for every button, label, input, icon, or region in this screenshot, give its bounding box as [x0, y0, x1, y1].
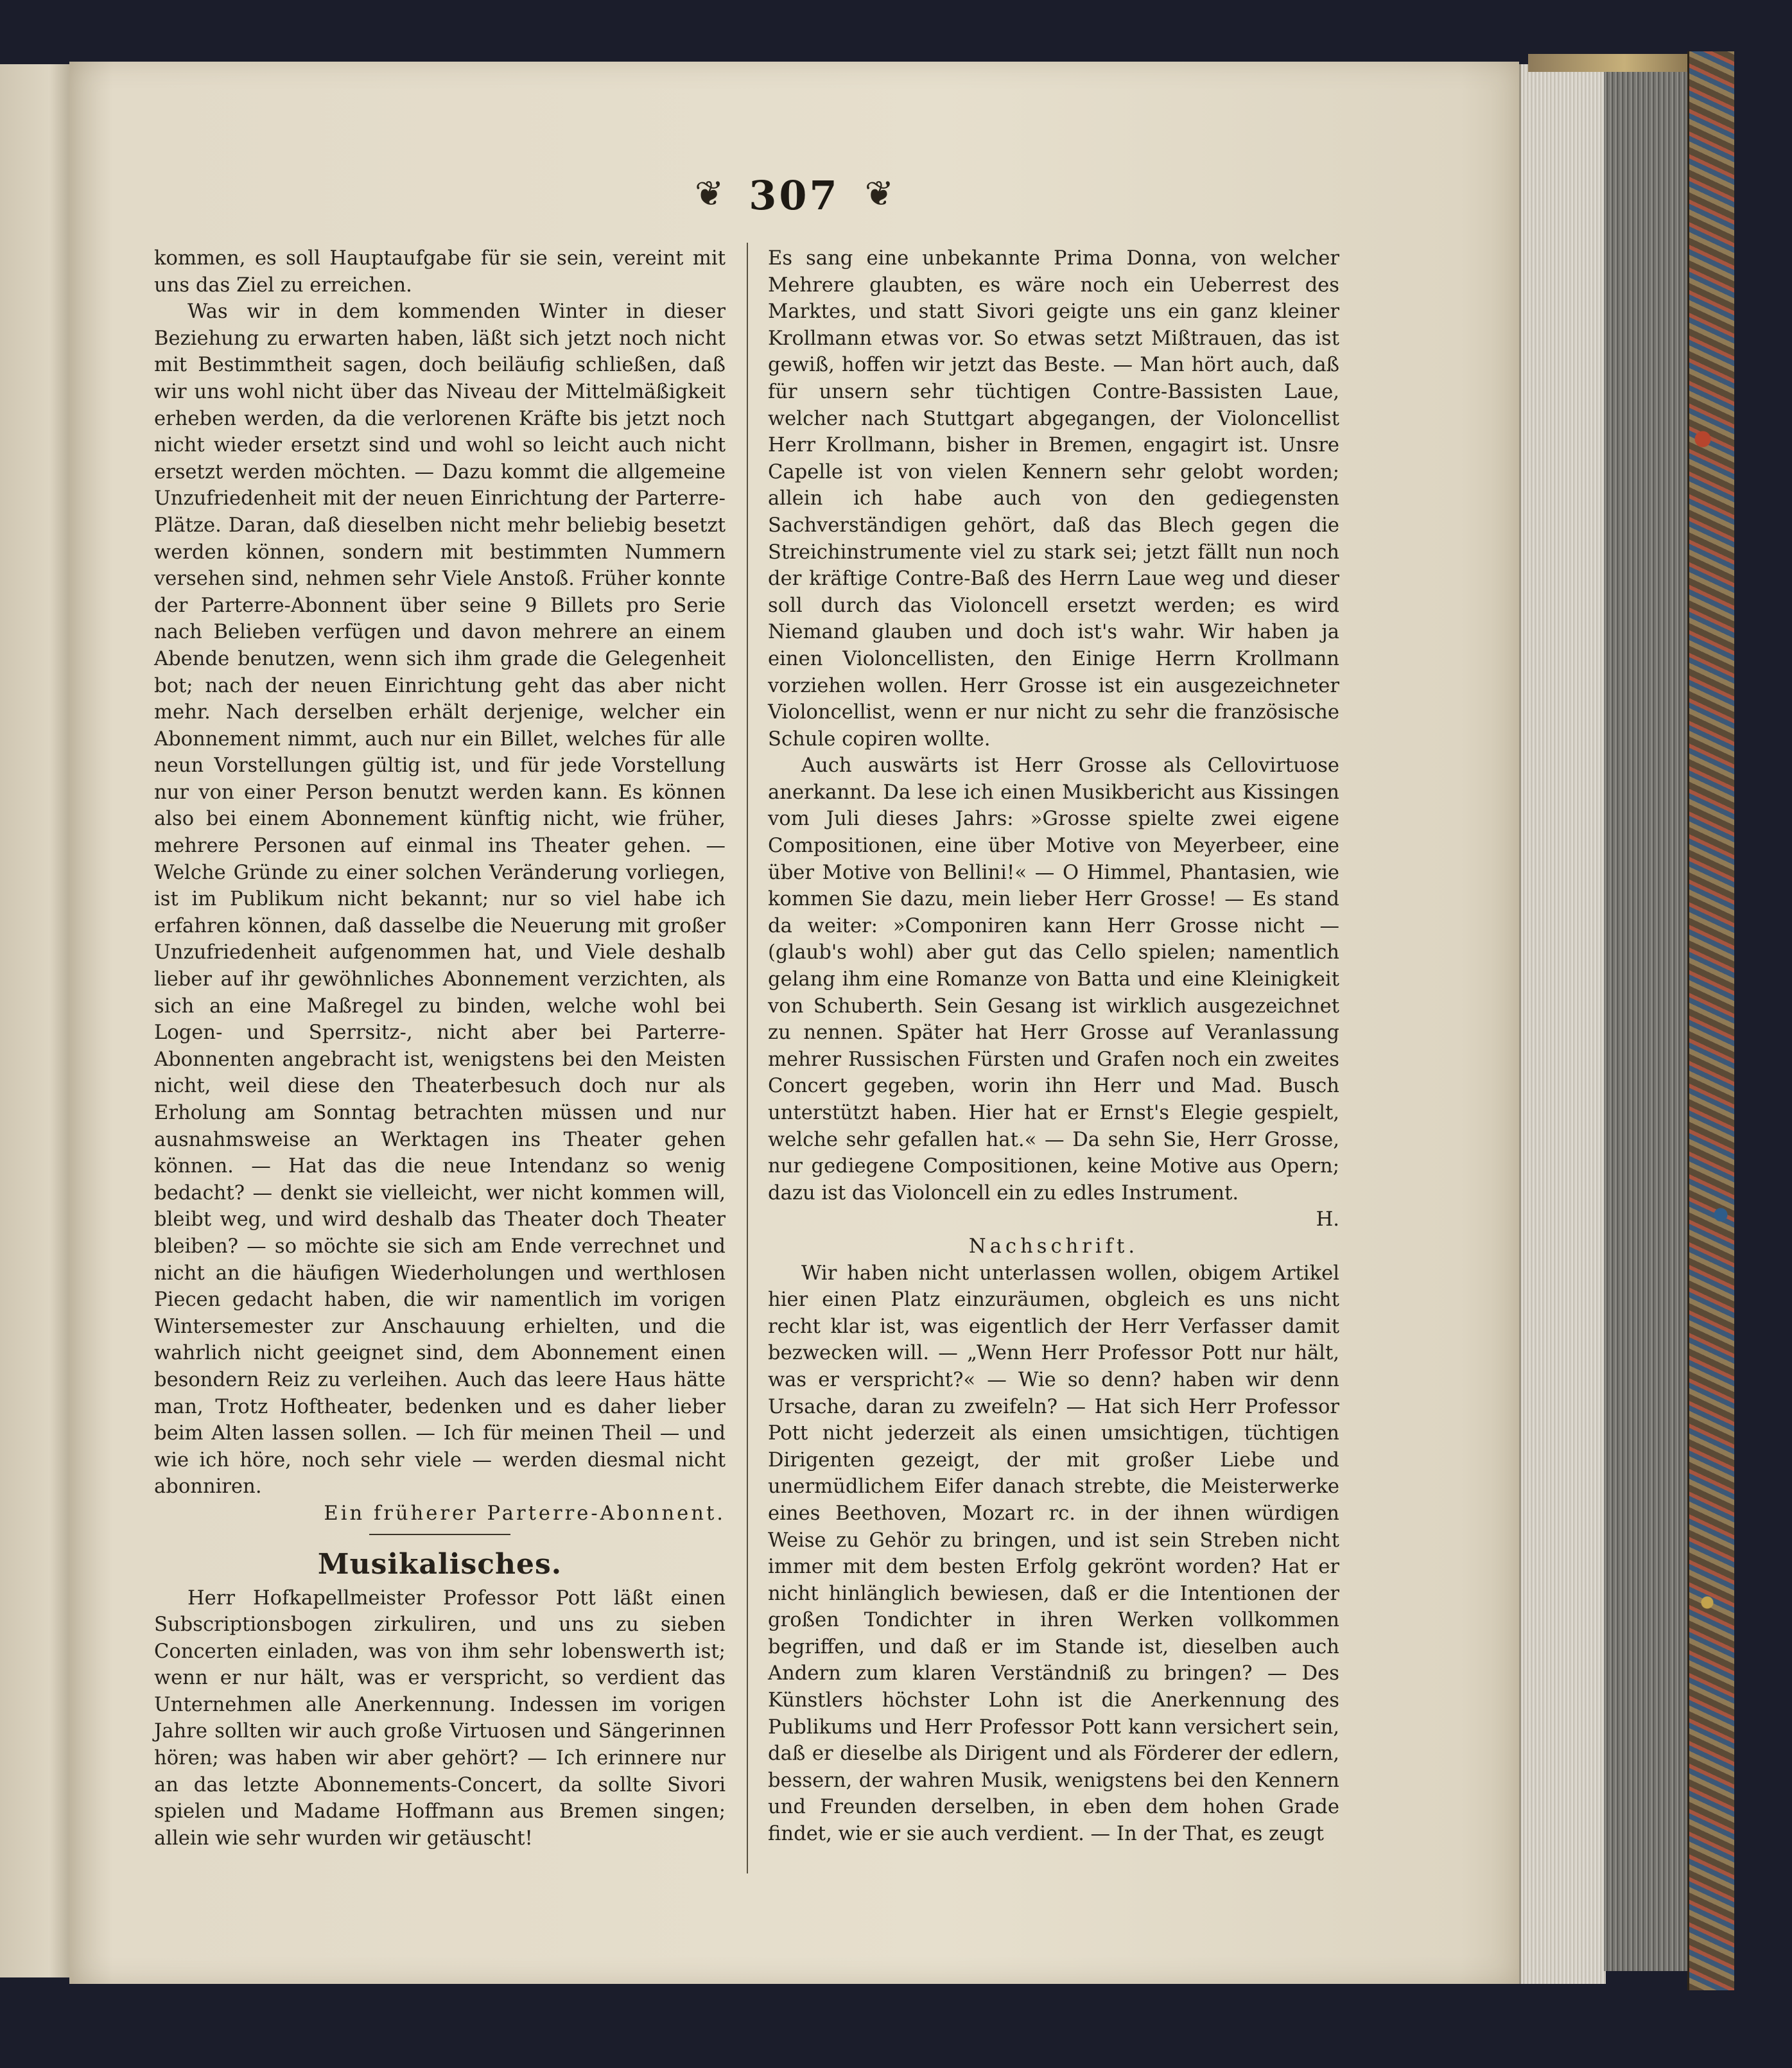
paragraph: Herr Hofkapellmeister Professor Pott läßt einen Subscriptionsbogen zirkuliren, und uns zu sieben Concerten einladen, was von ihm sehr lobenswerth ist; wenn er nur hält, was er verspricht, so verdient das Unternehmen alle Anerkennung. Indessen im vorigen Jahre sollten wir auch große Virtuosen und Sängerinnen hören; was haben wir aber gehört? — Ich erinnere nur an das letzte Abonnements-Concert, da sollte Sivori spielen und Madame Hoffmann aus Bremen singen; allein wie sehr wurden wir getäuscht! [154, 1586, 726, 1850]
marbled-cover-edge [1687, 51, 1734, 1990]
paragraph: Was wir in dem kommenden Winter in dieser Beziehung zu erwarten haben, läßt sich jetzt noch nicht mit Bestimmtheit sagen, doch beiläufig schließen, daß wir uns wohl nicht über das Niveau der Mittelmäßigkeit erheben werden, da die verlorenen Kräfte bis jetzt noch nicht wieder ersetzt sind und wohl so leicht auch nicht ersetzt werden möchten. — Dazu kommt die allgemeine Unzufriedenheit mit der neuen Einrichtung der Parterre-Plätze. Daran, daß dieselben nicht mehr beliebig besetzt werden können, sondern mit bestimmten Nummern versehen sind, nehmen sehr Viele Anstoß. Früher konnte der Parterre-Abonnent über seine 9 Billets pro Serie nach Belieben verfügen und davon mehrere an einem Abende benutzen, wenn sich ihm grade die Gelegenheit bot; nach der neuen Einrichtung geht das aber nicht mehr. Nach derselben erhält derjenige, welcher ein Abonnement nimmt, auch nur ein Billet, welches für alle neun Vorstellungen gültig ist, und für jede Vorstellung nur von einer Person benutzt werden kann. Es können also bei einem Abonnement künftig nicht, wie früher, mehrere Personen auf einmal ins Theater gehen. — Welche Gründe zu einer solchen Veränderung vorliegen, ist im Publikum nicht bekannt; nur so viel habe ich erfahren können, daß dasselbe die Neuerung mit großer Unzufriedenheit aufgenommen hat, und Viele deshalb lieber auf ihr gewöhnliches Abonnement verzichten, als sich an eine Maßregel zu binden, welche wohl bei Logen- und Sperrsitz-, nicht aber bei Parterre-Abonnenten angebracht ist, wenigstens bei den Meisten nicht, weil diese den Theaterbesuch doch nur als Erholung am Sonntag betrachten müssen und nur ausnahmsweise an Werktagen ins Theater gehen können. — Hat das die neue Intendanz so wenig bedacht? — denkt sie vielleicht, wer nicht kommen will, bleibt weg, und wird deshalb das Theater doch Theater bleiben? — so möchte sie sich am Ende verrechnet und nicht an die häufigen Wiederholungen und werthlosen Piecen gedacht haben, die wir namentlich im vorigen Wintersemester zur Anschauung erhielten, und die wahrlich nicht geeignet sind, dem Abonnement einen besondern Reiz zu verleihen. Auch das leere Haus hätte man, Trotz Hoftheater, bedenken und es daher lieber beim Alten lassen sollen. — Ich für meinen Theil — und wie ich höre, noch sehr viele — werden diesmal nicht abonniren. [154, 300, 726, 1499]
paragraph: Wir haben nicht unterlassen wollen, obigem Artikel hier einen Platz einzuräumen, obgleich es uns nicht recht klar ist, was eigentlich der Herr Verfasser damit bezwecken will. — „Wenn Herr Professor Pott nur hält, was er verspricht?« — Wie so denn? haben wir denn Ursache, daran zu zweifeln? — Hat sich Herr Professor Pott nicht jederzeit als einen umsichtigen, tüchtigen Dirigenten gezeigt, der mit großer Liebe und unermüdlichem Eifer danach strebte, die Meisterwerke eines Beethoven, Mozart rc. in der ihnen würdigen Weise zu Gehör zu bringen, und ist sein Streben nicht immer mit dem besten Erfolg gekrönt worden? Hat er nicht hinlänglich bewiesen, daß er die Intentionen der großen Tondichter in ihren Werken vollkommen begriffen, und daß er im Stande ist, dieselben auch Andern zum klaren Verständniß zu bringen? — Des Künstlers höchster Lohn ist die Anerkennung des Publikums und Herr Professor Pott kann versichert sein, daß er dieselbe als Dirigent und als Förderer der edlern, bessern, der wahren Musik, wenigstens bei den Kennern und Freunden derselben, in eben dem hohen Grade findet, wie er sie auch verdient. — In der That, es zeugt [768, 1262, 1339, 1846]
page-block-shadow [1604, 71, 1687, 1971]
left-ornament-icon: ❦ [694, 173, 724, 214]
right-ornament-icon: ❦ [864, 173, 894, 214]
paragraph: Auch auswärts ist Herr Grosse als Cellovirtuose anerkannt. Da lese ich einen Musikbericht aus Kissingen vom Juli dieses Jahrs: »Grosse spielte zwei eigene Compositionen, eine über Motive von Meyerbeer, eine über Motive von Bellini!« — O Himmel, Phantasien, wie kommen Sie dazu, mein lieber Herr Grosse! — Es stand da weiter: »Componiren kann Herr Grosse nicht — (glaub's wohl) aber gut das Cello spielen; namentlich gelang ihm eine Romanze von Batta und eine Kleinigkeit von Schuberth. Sein Gesang ist wirklich ausgezeichnet zu nennen. Später hat Herr Grosse auf Veranlassung mehrer Russischen Fürsten und Grafen noch ein zweites Concert gegeben, worin ihn Herr und Mad. Busch unterstützt haben. Hier hat er Ernst's Elegie gespielt, welche sehr gefallen hat.« — Da sehn Sie, Herr Grosse, nur gediegene Compositionen, keine Motive aus Opern; dazu ist das Violoncell ein zu edles Instrument. [768, 754, 1339, 1204]
section-heading: Musikalisches. [317, 1547, 562, 1581]
section-rule [369, 1534, 510, 1535]
paragraph: Es sang eine unbekannte Prima Donna, von welcher Mehrere glaubten, es wäre noch ein Ueberrest des Marktes, und statt Sivori geigte uns ein ganz kleiner Krollmann etwas vor. So etwas setzt Mißtrauen, das ist gewiß, hoffen wir jetzt das Beste. — Man hört auch, daß für unsern sehr tüchtigen Contre-Bassisten Laue, welcher nach Stuttgart abgegangen, der Violoncellist Herr Krollmann, bisher in Bremen, engagirt ist. Unsre Capelle ist von vielen Kennern sehr gelobt worden; allein ich habe auch von den gediegensten Sachverständigen gehört, daß das Blech gegen die Streichinstrumente viel zu stark sei; jetzt fällt nun noch der kräftige Contre-Baß des Herrn Laue weg und dieser soll durch das Violoncell ersetzt werden; es wird Niemand glauben und doch ist's wahr. Wir haben ja einen Violoncellisten, den Einige Herrn Krollmann vorziehen wollen. Herr Grosse ist ein ausgezeichneter Violoncellist, wenn er nur nicht zu sehr die französische Schule copiren wollte. [768, 247, 1339, 751]
page-header [69, 172, 1519, 230]
article-signature: Ein früherer Parterre-Abonnent. [324, 1502, 726, 1525]
right-column [768, 245, 1339, 1848]
page-block-edge [1519, 64, 1606, 1984]
page-number: 307 [749, 172, 840, 219]
left-column [154, 245, 726, 1852]
author-initial: H. [1316, 1208, 1339, 1231]
facing-page-edge [0, 64, 72, 1977]
column-divider [747, 243, 748, 1873]
paragraph: kommen, es soll Hauptaufgabe für sie sein, vereint mit uns das Ziel zu erreichen. [154, 247, 726, 297]
postscript-heading: Nachschrift. [968, 1235, 1139, 1258]
